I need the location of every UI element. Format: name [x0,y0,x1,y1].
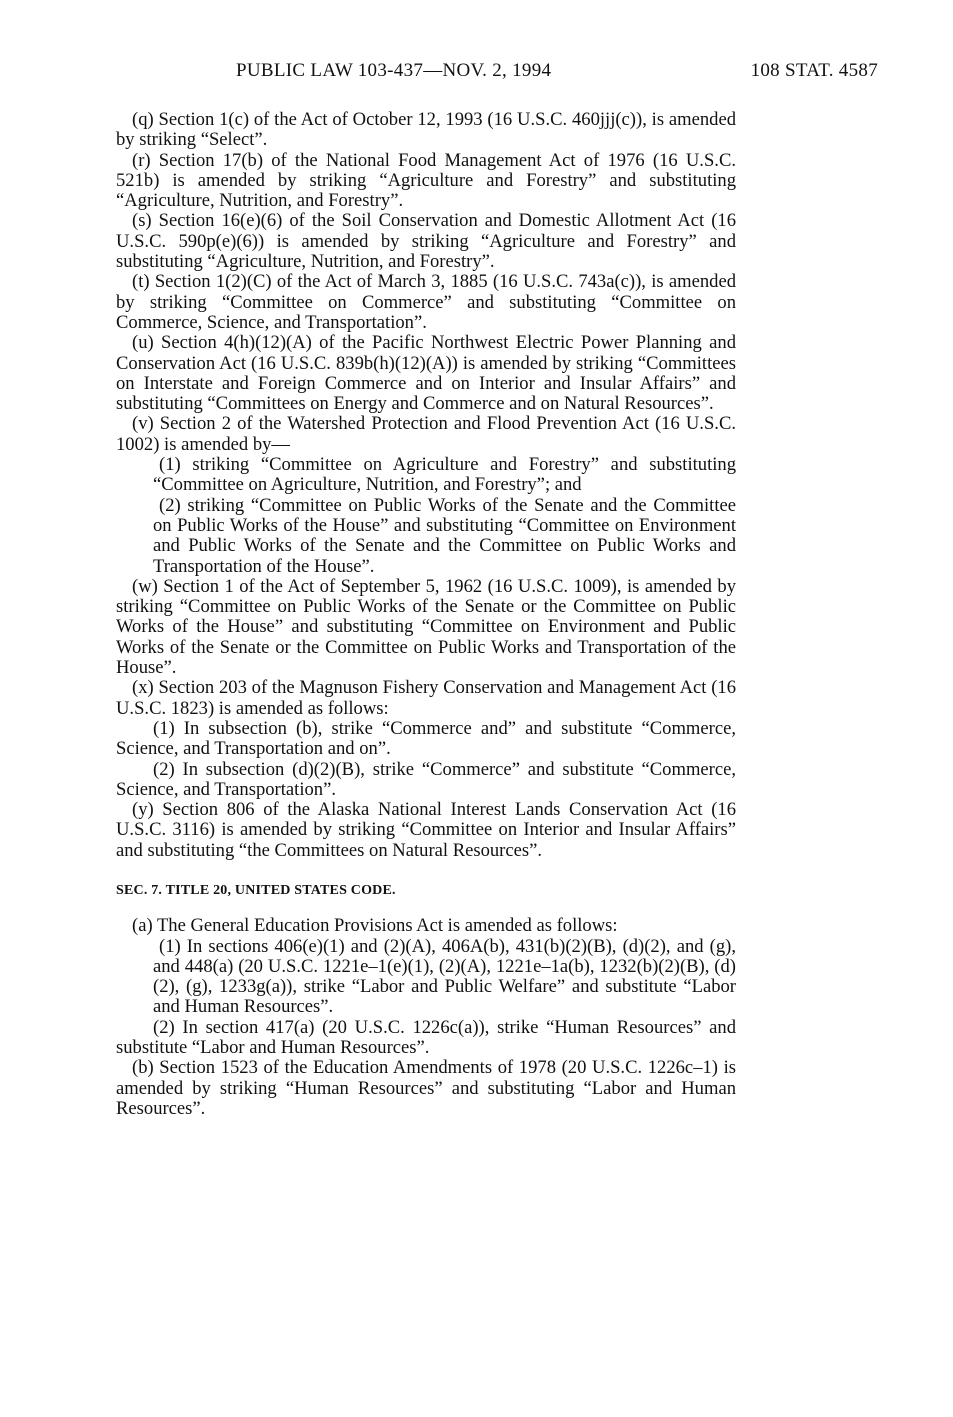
document-body [116,110,736,1119]
page-header [118,60,878,88]
section-heading: SEC. 7. TITLE 20, UNITED STATES CODE. [116,882,396,898]
paragraph-s: (s) Section 16(e)(6) of the Soil Conservation and Domestic Allotment Act (16 U.S.C. 590p(e)(6)) is amended by striking “Agriculture and Forestry” and substituting “Agriculture, Nutrition, and Forestry”. [116,210,736,273]
paragraph-v-2: (2) striking “Committee on Public Works of the Senate and the Committee on Public Works of the House” and substituting “Committee on Environment and Public Works of the Senate and the Committee on Public Works and Transportation of the House”. [153,494,736,577]
paragraph-x-1: (1) In subsection (b), strike “Commerce and” and substitute “Commerce, Science, and Transportation and on”. [116,717,736,760]
section7-paragraph-a: (a) The General Education Provisions Act is amended as follows: [132,915,618,937]
paragraph-r: (r) Section 17(b) of the National Food Management Act of 1976 (16 U.S.C. 521b) is amended by striking “Agriculture and Forestry” and substituting “Agriculture, Nutrition, and Forestry”. [116,149,736,212]
section7-paragraph-a-1: (1) In sections 406(e)(1) and (2)(A), 406A(b), 431(b)(2)(B), (d)(2), and (g), and 448(a) (20 U.S.C. 1221e–1(e)(1), (2)(A), 1221e–1a(b), 1232(b)(2)(B), (d)(2), (g), 1233g(a)), strike “Labor and Public Welfare” and substitute “Labor and Human Resources”. [153,935,736,1018]
page-title: PUBLIC LAW 103-437—NOV. 2, 1994 [236,60,552,81]
paragraph-w: (w) Section 1 of the Act of September 5, 1962 (16 U.S.C. 1009), is amended by striking “Committee on Public Works of the Senate or the Committee on Public Works of the House” and substituting “Committee on Environment and Public Works of the Senate or the Committee on Public Works and Transportation of the House”. [116,575,736,679]
paragraph-q: (q) Section 1(c) of the Act of October 12, 1993 (16 U.S.C. 460jjj(c)), is amended by striking “Select”. [116,109,736,151]
paragraph-x: (x) Section 203 of the Magnuson Fishery Conservation and Management Act (16 U.S.C. 1823) is amended as follows: [116,677,736,719]
paragraph-v: (v) Section 2 of the Watershed Protection and Flood Prevention Act (16 U.S.C. 1002) is amended by— [116,413,736,455]
paragraph-x-2: (2) In subsection (d)(2)(B), strike “Commerce” and substitute “Commerce, Science, and Transportation”. [116,758,736,800]
paragraph-t: (t) Section 1(2)(C) of the Act of March 3, 1885 (16 U.S.C. 743a(c)), is amended by striking “Committee on Commerce” and substituting “Committee on Commerce, Science, and Transportation”. [116,271,736,333]
paragraph-u: (u) Section 4(h)(12)(A) of the Pacific Northwest Electric Power Planning and Conservation Act (16 U.S.C. 839b(h)(12)(A)) is amended by striking “Committees on Interstate and Foreign Commerce and on Interior and Insular Affairs” and substituting “Committees on Energy and Commerce and on Natural Resources”. [116,332,736,415]
statute-page-number: 108 STAT. 4587 [750,60,878,81]
section7-paragraph-a-2: (2) In section 417(a) (20 U.S.C. 1226c(a)), strike “Human Resources” and substitute “Labor and Human Resources”. [116,1016,736,1059]
section7-paragraph-b: (b) Section 1523 of the Education Amendments of 1978 (20 U.S.C. 1226c–1) is amended by striking “Human Resources” and substituting “Labor and Human Resources”. [116,1057,736,1119]
paragraph-v-1: (1) striking “Committee on Agriculture and Forestry” and substituting “Committee on Agriculture, Nutrition, and Forestry”; and [153,454,736,496]
paragraph-y: (y) Section 806 of the Alaska National Interest Lands Conservation Act (16 U.S.C. 3116) is amended by striking “Committee on Interior and Insular Affairs” and substituting “the Committees on Natural Resources”. [116,799,736,861]
